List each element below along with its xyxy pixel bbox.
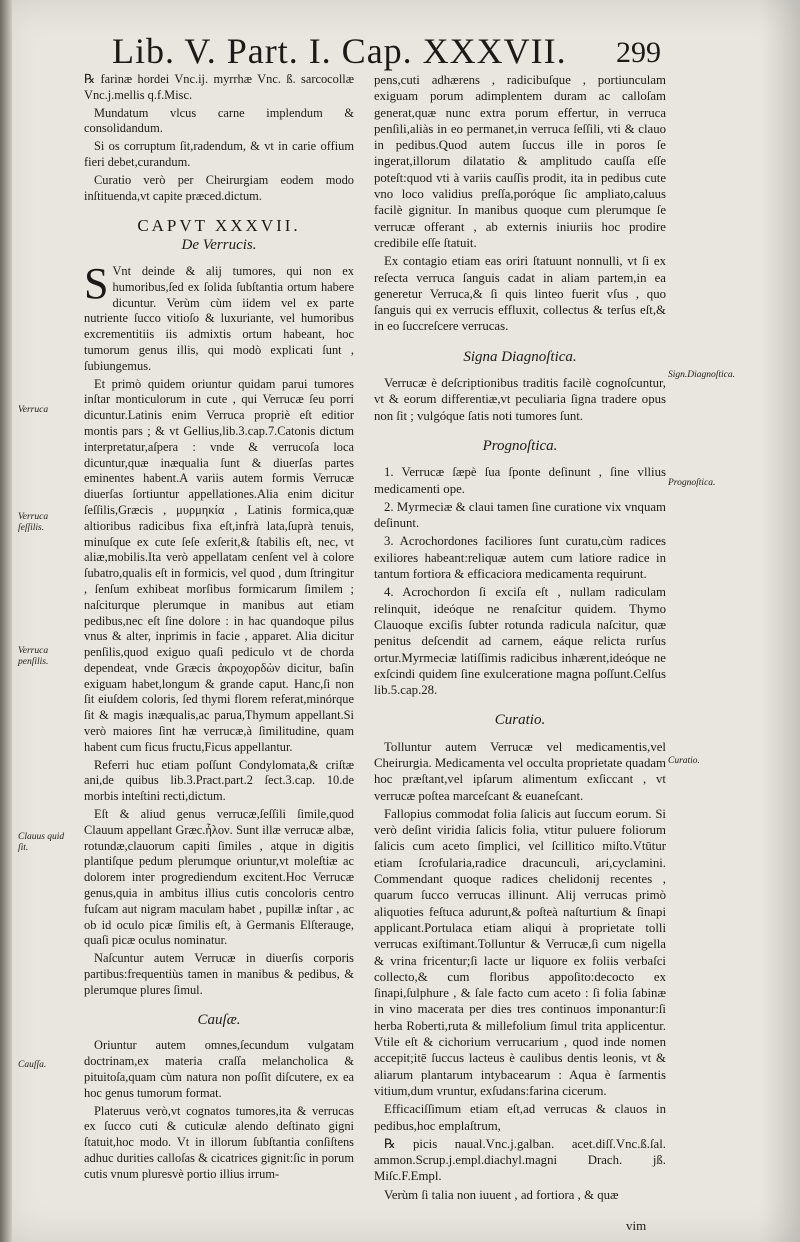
section-heading-prognostica: Prognoſtica. [482, 437, 558, 454]
paragraph: Ex contagio etiam eas oriri ſtatuunt nonnulli, vt ſi ex reſecta verruca ſanguis cadat in aliam partem,in ea generetur Verruca,& ſi quis linteo fuerit vſus , quo ſanguis qui ex verrucis effluxit, collectus & terſus eſt,& in eo ſuccreſcere verrucas. [374, 254, 666, 334]
paragraph: Tolluntur autem Verrucæ vel medicamentis,vel Cheirurgia. Medicamenta vel occulta proprietate quadam hoc præſtant,vel ipſarum alimentum exſiccant , vt verrucæ poſtea marceſcant & euaneſcant. [374, 739, 666, 803]
page-edge-shadow [760, 0, 800, 1242]
page-number: 299 [616, 36, 661, 69]
list-item: 4. Acrochordon ſi exciſa eſt , nullam radiculam relinquit, ideóque ne renaſcitur quidem. Thymo Clauoque exciſis ſubter rotunda radicula naſcitur, quæ penitus deſcendit ad carnem, eáque relicta rurſus ortur.Myrmeciæ latiſſimis radicibus inhærent,ideóque ne exſcindi quidem ſine exulceratione magna poſſunt.Celſus lib.5.cap.28. [374, 585, 666, 698]
paragraph: Fallopius commodat folia ſalicis aut ſuccum eorum. Si verò deſint viridia ſalicis folia, vtitur puluere foliorum ſalicis cum aceto ſimplici, vel ſcillitico miſto.Vtūtur etiam ſcrofularia,radice dracunculi, ari,cyclamini. Commendant quoque radices chelidonij recentes , quarum ſucco verrucas illinunt. Alij verrucas primò aliquoties feſtuca adurunt,& poſteà naſturtium & ſinapi applicant.Portulaca etiam aliqui à proprietate tolli verrucas exiſtimant.Tolluntur & Verrucæ,ſi cum nigella & vrina fricentur;ſi lacte ur liquore ex foliis verbaſci collecto,& cum floribus appoſito:decocto ex ſinapi,ſulphure , & ſale facto cum aceto : ſi folia ſabinæ in vino macerata per dies tres continuos imponantur:ſi herba Roberti,ruta & millefolium ſimul trita applicentur. Vtile eſt & cichorium verrucarium , quod inde nomen accepit;itē ſuccus lacteus è caulibus dentis leonis, vt & aliarum plantarum intybacearum : Aqua è ſarmentis vitium,dum vruntur, exſudans:farina cicerum. [374, 806, 666, 1098]
list-item: 3. Acrochordones faciliores ſunt curatu,cùm radices exiliores habeant:reliquæ autem cum latiore radice in tantum fortiora & efficaciora medicamenta requirunt. [374, 534, 666, 582]
paragraph: Verùm ſi talia non iuuent , ad fortiora , & quæ [384, 1187, 619, 1202]
paragraph: Plateruus verò,vt cognatos tumores,ita & verrucas ex ſucco cuti & cuticulæ alendo deſtinato gigni ſtatuit,hoc modo. Vt in illorum ſubſtantia conſiſtens adhuc durities calloſas & cicatrices gignit:ſic in porum cutis vnum pluresvè portio illius irrum- [84, 1103, 354, 1181]
margin-note-clauus: Clauus quid ſit. [18, 832, 65, 853]
opening-text: Vnt deinde & alij tumores, qui non ex humoribus,ſed ex ſolida ſubſtantia ortum habere dicuntur. Verùm cùm iidem vel ex parte nutriente ſucco vitioſo & luxuriante, vel humoribus excrementitiis iis admixtis ortum habeant, hoc tumorum genus illis, qui modò explicati ſunt , ſubiungemus. [84, 263, 354, 373]
margin-note-verruca-sessilis: Verruca ſeſſilis. [18, 512, 49, 533]
paragraph: Si os corruptum ſit,radendum, & vt in carie offium fieri debet,curandum. [84, 139, 354, 169]
binding-gutter [0, 0, 12, 1242]
margin-note-curatio: Curatio. [668, 756, 700, 766]
margin-note-signa: Sign.Diagnoſtica. [668, 370, 736, 380]
chapter-subtitle: De Verrucis. [181, 237, 257, 254]
recipe-line: ℞ picis naual.Vnc.j.galban. acet.diſſ.Vnc.ß.ſal. ammon.Scrup.j.empl.diachyl.magni Drach. jß. Miſc.F.Empl. [374, 1136, 666, 1184]
margin-note-prognostica: Prognoſtica. [668, 478, 716, 488]
right-column [374, 72, 666, 1205]
section-heading-causae: Cauſæ. [197, 1011, 241, 1028]
paragraph: Efficaciſſimum etiam eſt,ad verrucas & clauos in pedibus,hoc emplaſtrum, [374, 1102, 666, 1133]
list-item: 2. Myrmeciæ & claui tamen ſine curatione vix vnquam deſinunt. [374, 499, 666, 531]
left-column [84, 72, 354, 1185]
paragraph: Eſt & aliud genus verrucæ,ſeſſili ſimile,quod Clauum appellant Græc.ἧλον. Sunt illæ verrucæ albæ, rotundæ,clauorum capiti ſimiles , atque in digitis plantiſque pedum plerumque oriuntur,vt moleſtiæ ac dolorem inter progrediendum excitent.Hoc Verrucæ genus,quia in ambitus illius cutis concoloris centro fuſcam aut nigram maculam habet , pupillæ inſtar , ac ob id oculo picæ ſimilis eſt, à Germanis Elſterauge, quaſi picæ oculus nominatur. [84, 807, 354, 948]
margin-note-verruca-pensilis: Verruca penſilis. [18, 646, 49, 667]
paragraph: Oriuntur autem omnes,ſecundum vulgatam doctrinam,ex materia craſſa melancholica & pituitoſa,quam cùm natura non poſſit diſcutere, ex ea hoc genus tumorum format. [84, 1038, 354, 1100]
paragraph: pens,cuti adhærens , radicibuſque , portiunculam exiguam porum adimplentem duram ac calloſam generat,quæ nunc extra porum effertur, in verruca penſili,aliàs in eo permanet,in verruca ſeſſili, vti & clauo in pedibus.Quod autem ſuccus ille in poros ſe ingerat,illorum dilatatio & amplitudo cauſſa eſſe poteſt:quod vti à variis cauſſis prodit, ita in pedibus cute vno loco validius preſſa,poróque ſic ampliato,caluus facilè gignitur. In manibus quoque cum plerumque ſe verrucæ offerant , ab externis iniuriis hoc prodire credibile eſſe ſtatuit. [374, 73, 666, 250]
opening-paragraph [84, 258, 354, 375]
drop-cap: S [84, 258, 109, 308]
running-head: Lib. V. Part. I. Cap. XXXVII. [112, 31, 567, 71]
section-heading-signa: Signa Diagnoſtica. [463, 348, 577, 365]
paragraph: Curatio verò per Cheirurgiam eodem modo inſtituenda,vt capite præced.dictum. [84, 172, 354, 203]
paragraph: Referri huc etiam poſſunt Condylomata,& criſtæ ani,de quibus lib.3.Pract.part.2 ſect.3.cap. 10.de morbis inteſtini recti,dictum. [84, 757, 354, 804]
recipe-line: ℞ farinæ hordei Vnc.ij. myrrhæ Vnc. ß. sarcocollæ Vnc.j.mellis q.f.Misc. [84, 72, 354, 102]
paragraph: Verrucæ è deſcriptionibus traditis facilè cognoſcuntur, vt & eorum differentiæ,vt peculiaria ſigna tradere opus non ſit ; vulgóque ſatis noti tumores ſunt. [374, 376, 666, 423]
paragraph: Mundatum vlcus carne implendum & consolidandum. [84, 105, 354, 136]
paragraph: Naſcuntur autem Verrucæ in diuerſis corporis partibus:frequentiùs tamen in manibus & pedibus, & plerumque plures ſimul. [84, 951, 354, 997]
catchword: vim [626, 1218, 647, 1233]
margin-note-verruca: Verruca [18, 405, 49, 415]
list-item: 1. Verrucæ ſæpè ſua ſponte deſinunt , ſine vllius medicamenti ope. [374, 465, 666, 496]
paragraph: Et primò quidem oriuntur quidam parui tumores inſtar monticulorum in cute , qui Verrucæ ſeu porri dicuntur.Latinis enim Verruca propriè eſt editior montis pars ; & vt Gellius,lib.3.cap.7.Catonis dictum interpretatur,aſpera : vnde & verrucoſa loca dicuntur,quæ inæqualia ſunt & diuerſas partes eminentes habent.A variis autem formis Verrucæ diuerſas ſortiuntur appellationes.Alia enim dicitur ſeſſilis,Græcis , μυρμηκία , Latinis formica,quæ altioribus radicibus fixa eſt,infrà lata,ſuprà tenuis, minuſque ex cute ſeſe exſerit,& ſtabilis eſt, nec, vt aliæ,mobilis.Ita verò appellatam cenſent vel à colore ſubatro,qualis eſt in formicis, vel quod , dum ſtringitur , ſenſum exhibeat morſibus formicarum ſimilem ; naſciturque plerumque in manibus aut etiam pedibus,nec eſt ſine dolore : in hac quandoque pilus vnus & alter, inprimis in facie , apparet. Alia dicitur penſilis,quod exiguo quaſi pediculo vt de chorda dependeat, vnde Græcis ἀκροχορδὼν dicitur, baſin exiguam habet,longum & grande caput. Hanc,ſi non ſit eiuſdem coloris, ſed thymi florem referat,minórque ſit & magis inæqualis,ac parua,Thymum appellant.Si verò maiores ſint hæ verrucæ,à ſimilitudine, quam habent cum ficus fructu,Ficus appellantur. [84, 376, 354, 754]
section-heading-curatio: Curatio. [494, 712, 546, 729]
margin-note-causae: Cauſſa. [18, 1060, 47, 1070]
chapter-title: CAPVT XXXVII. [137, 216, 301, 236]
